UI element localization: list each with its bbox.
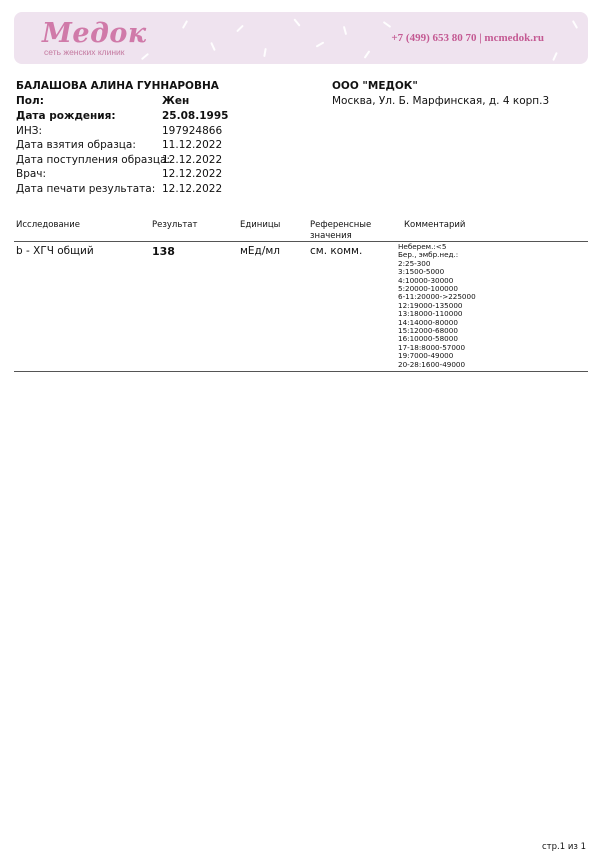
header-banner [14, 12, 588, 64]
comment-line: 5:20000-100000 [398, 284, 458, 294]
organization-name: ООО "МЕДОК" [332, 80, 418, 92]
doctor-label: Врач: [16, 168, 47, 180]
column-header-comment: Комментарий [404, 220, 466, 230]
page-number: стр.1 из 1 [542, 842, 586, 852]
inz-value: 197924866 [162, 125, 223, 137]
column-header-reference [310, 220, 371, 242]
comment-line: 6-11:20000->225000 [398, 292, 476, 302]
comment-line: 20-28:1600-49000 [398, 359, 466, 369]
table-header-divider [14, 241, 588, 242]
row-units: мЕд/мл [240, 245, 280, 257]
sample-taken-label: Дата взятия образца: [16, 139, 136, 151]
column-header-result: Результат [152, 220, 198, 230]
contact-info: +7 (499) 653 80 70 | mcmedok.ru [391, 32, 544, 44]
print-date-label: Дата печати результата: [16, 183, 156, 195]
birth-date-label: Дата рождения: [16, 110, 116, 122]
brand-logo: Медок [42, 18, 147, 49]
comment-line: 19:7000-49000 [398, 351, 454, 361]
doctor-value: 12.12.2022 [162, 168, 223, 180]
column-header-units: Единицы [240, 220, 281, 230]
row-result-value: 138 [152, 245, 175, 258]
comment-line: 15:12000-68000 [398, 326, 458, 336]
comment-line: 2:25-300 [398, 258, 431, 268]
comment-line: 3:1500-5000 [398, 267, 445, 277]
sample-received-value: 12.12.2022 [162, 154, 223, 166]
birth-date-value: 25.08.1995 [162, 110, 229, 122]
brand-subtitle: сеть женских клиник [44, 47, 125, 57]
column-header-reference-line1: Референсные [310, 220, 372, 230]
column-header-test: Исследование [16, 220, 80, 230]
comment-line: Бер., эмбр.нед.: [398, 250, 459, 260]
row-test-name: b - ХГЧ общий [16, 245, 94, 257]
organization-address: Москва, Ул. Б. Марфинская, д. 4 корп.3 [332, 95, 550, 107]
patient-name: БАЛАШОВА АЛИНА ГУННАРОВНА [16, 80, 219, 92]
comment-line: 17-18:8000-57000 [398, 342, 466, 352]
row-comment [398, 243, 476, 369]
table-bottom-divider [14, 371, 588, 372]
comment-line: 14:14000-80000 [398, 317, 458, 327]
comment-line: 4:10000-30000 [398, 275, 454, 285]
row-reference: см. комм. [310, 245, 363, 257]
sample-received-label: Дата поступления образца: [16, 154, 170, 166]
comment-line: 12:19000-135000 [398, 300, 463, 310]
column-header-reference-line2: значения [310, 231, 352, 241]
inz-label: ИНЗ: [16, 125, 43, 137]
comment-line: Неберем.:<5 [398, 242, 447, 251]
print-date-value: 12.12.2022 [162, 183, 223, 195]
sex-value: Жен [162, 95, 190, 107]
sample-taken-value: 11.12.2022 [162, 139, 223, 151]
sex-label: Пол: [16, 95, 44, 107]
comment-line: 16:10000-58000 [398, 334, 458, 344]
comment-line: 13:18000-110000 [398, 309, 463, 319]
